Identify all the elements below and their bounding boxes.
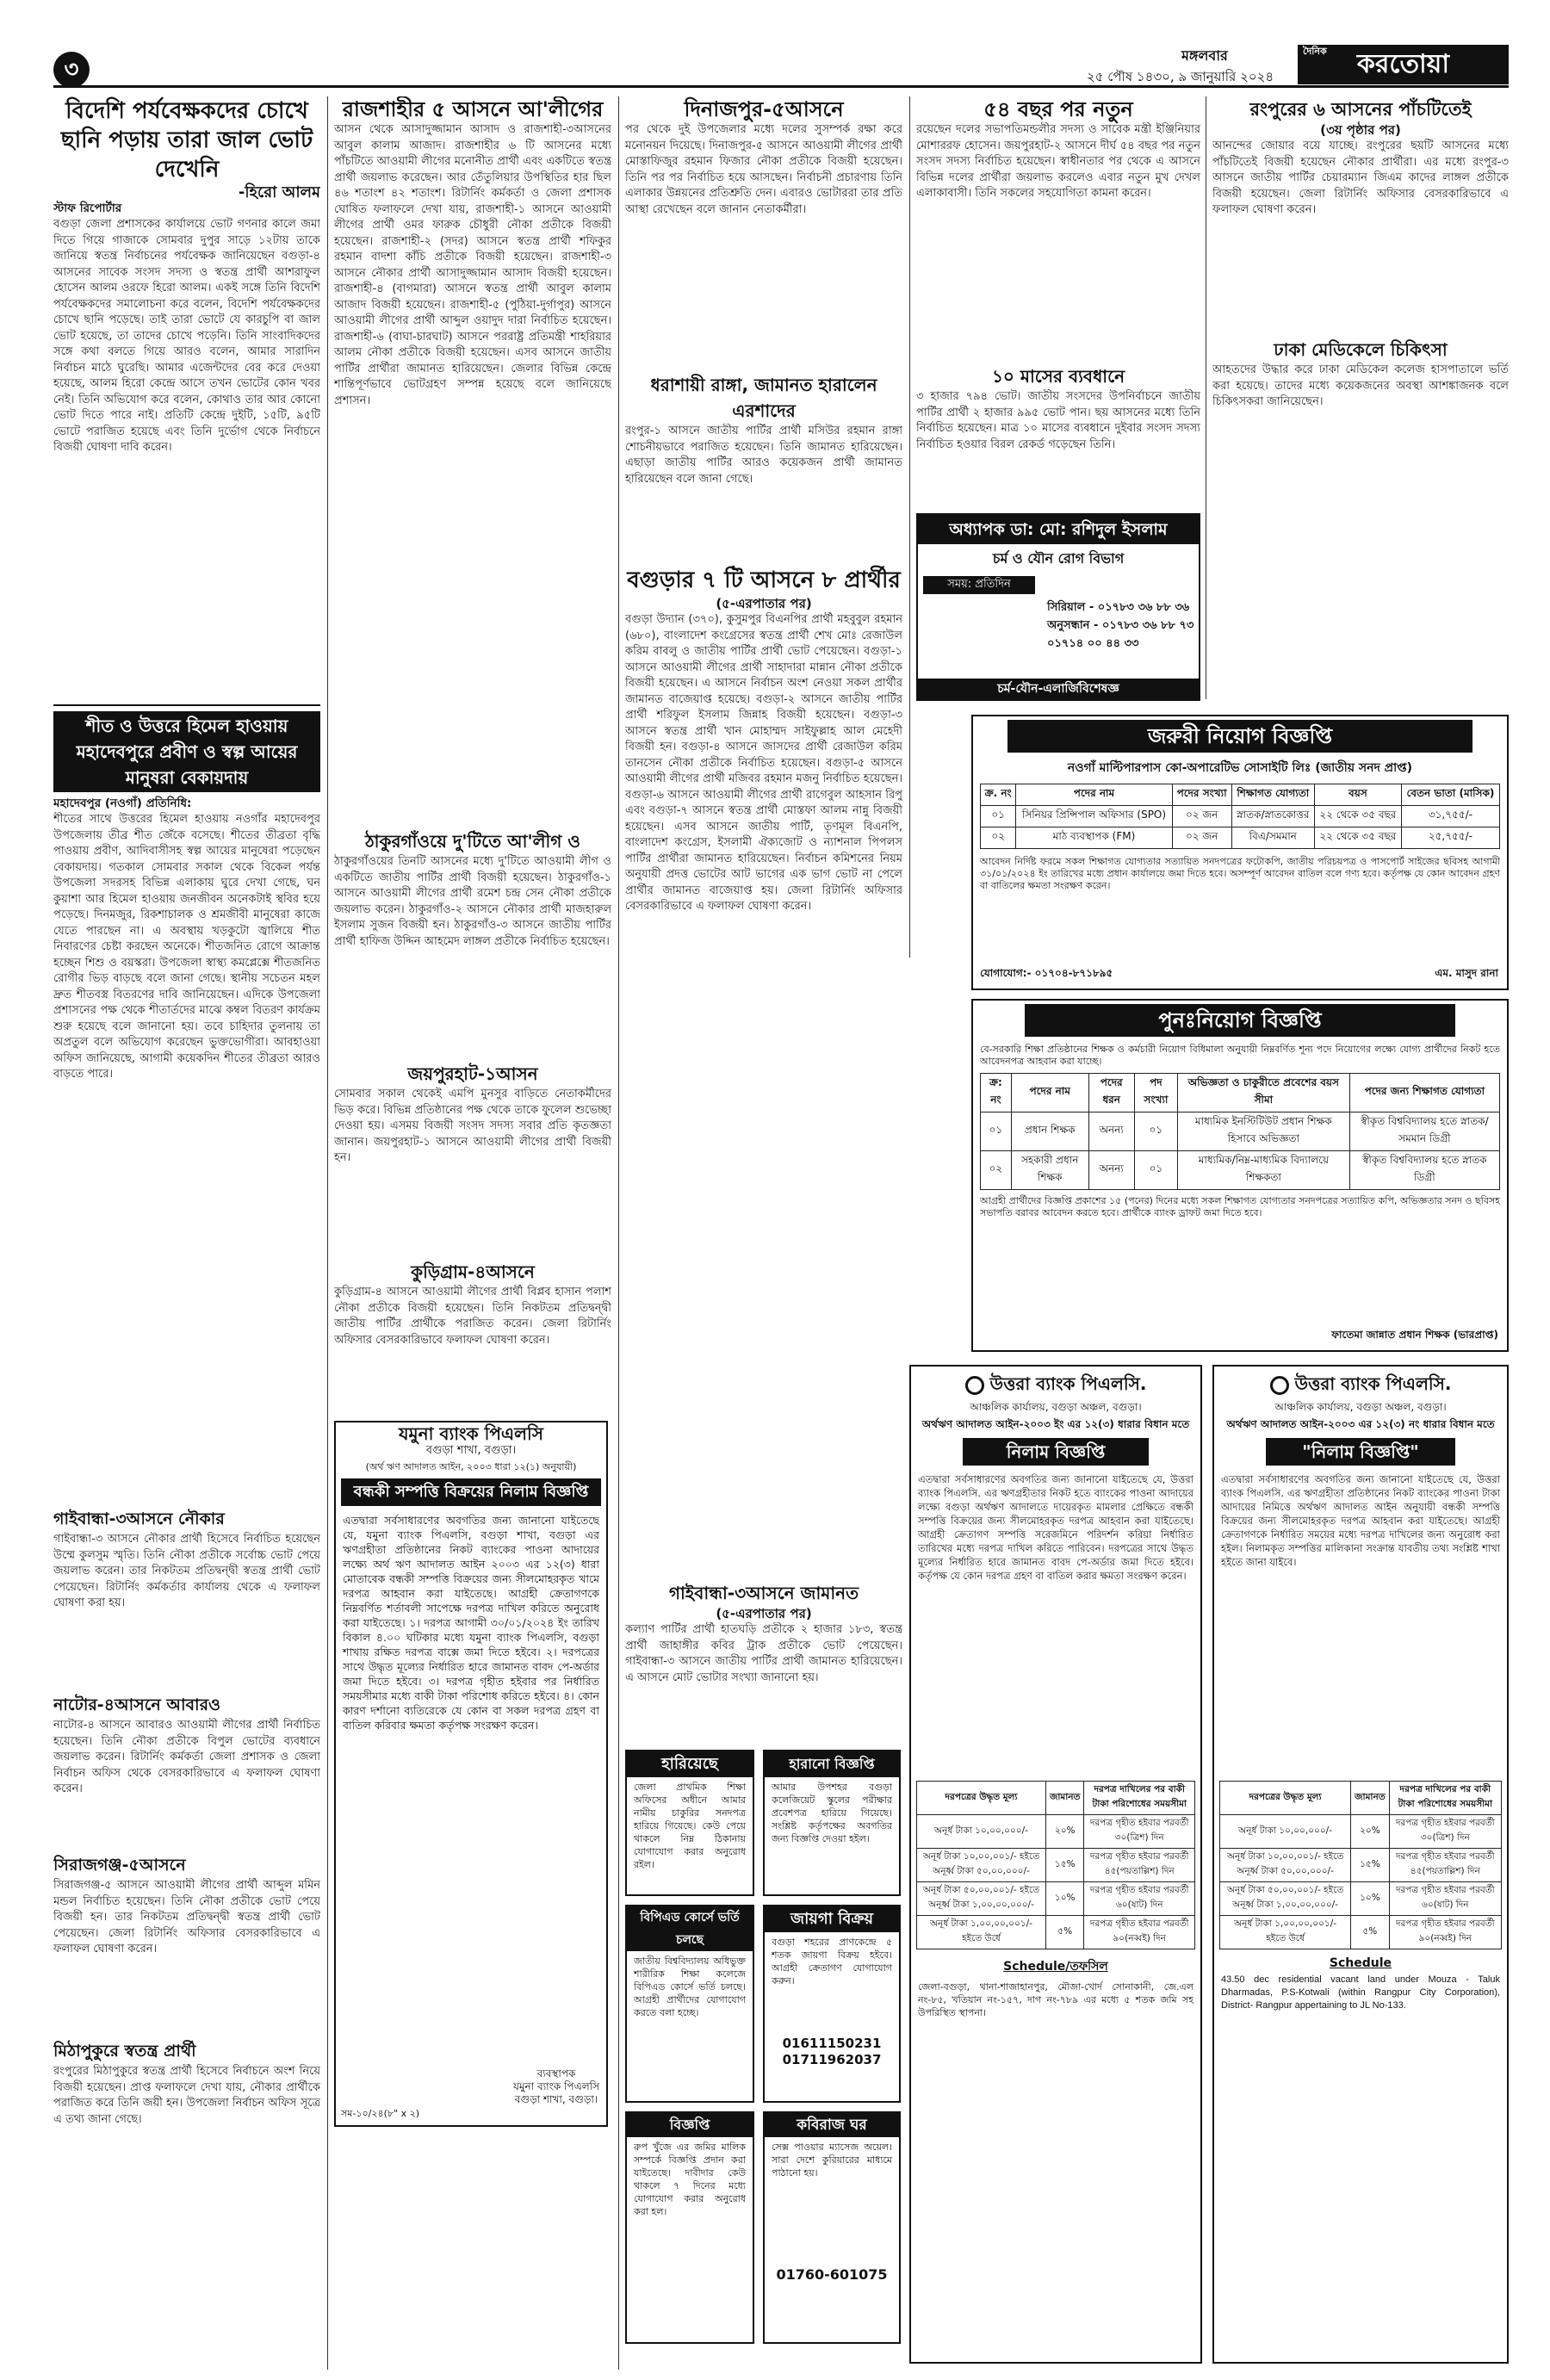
headline-gaibandha: গাইবান্ধা-৩আসনে নৌকার xyxy=(53,1509,225,1528)
masthead-day: মঙ্গলবার xyxy=(1181,47,1228,64)
recruitment-table xyxy=(980,784,1500,849)
lost-ad-title: হারিয়েছে xyxy=(627,1751,753,1777)
headline-dinajpur: দিনাজপুর-৫আসনে xyxy=(684,97,844,121)
reappointment-cell: অনন্য xyxy=(1088,1151,1134,1190)
doctor-specialty-bar: চর্ম-যৌন-এলার্জিবিশেষজ্ঞ xyxy=(918,679,1199,699)
uttara-1-law: অর্থঋণ আদালত আইন-২০০৩ ইং এর ১২(৩) ধারার বিধান মতে xyxy=(921,1418,1190,1430)
recruitment-cell: ২২ থেকে ৩৫ বছর xyxy=(1314,827,1401,849)
jamuna-signer-bank: যমুনা ব্যাংক পিএলসি xyxy=(512,2080,599,2092)
headline-rajshahi: রাজশাহীর ৫ আসনে আ'লীগের xyxy=(342,97,604,121)
article-body: কল্যাণ পার্টির প্রার্থী হাতঘড়ি প্রতীকে ২ হাজার ১৮৩, স্বতন্ত্র প্রার্থী জাহাঙ্গীর কবির ট্রাক প্রতীকে ভোট পেয়েছেন। গাইবান্ধা-৩ আসনে জাতীয় পার্টির প্রার্থী জামানত হারিয়েছেন। এ আসনে মোট ভোটার সংখ্যা জানানো হয়। xyxy=(625,1623,902,1684)
article-body: সোমবার সকাল থেকেই এমপি মুনসুর বাড়িতে নেতাকর্মীদের ভিড় করে। বিভিন্ন প্রতিষ্ঠানের পক্ষ থেকে তাকে ফুলেল শুভেচ্ছা দেওয়া হয়। এসময় বিজয়ী সংসদ সদস্য সবার প্রতি কৃতজ্ঞতা জানান। জয়পুরহাট-১ আসনে আওয়ামী লীগের প্রার্থী বিজয়ী হন। xyxy=(334,1088,611,1164)
recruitment-contact: যোগাযোগ:- ০১৭০৪-৮৭১৮৯৫ xyxy=(980,967,1113,979)
reappointment-cell: ০১ xyxy=(1134,1113,1177,1151)
notice-ad-title: বিজ্ঞপ্তি xyxy=(627,2113,753,2137)
schedule-cell: ৫% xyxy=(1045,1916,1083,1949)
reappointment-intro: বে-সরকারি শিক্ষা প্রতিষ্ঠানের শিক্ষক ও কর্মচারী নিয়োগ বিধিমালা অনুযায়ী নিম্নবর্ণিত শূন্য পদে নিয়োগের লক্ষ্যে যোগ্য প্রার্থীদের নিকট হতে আবেদনপত্র আহবান করা যাচ্ছে। xyxy=(980,1044,1500,1067)
article-body: পর থেকে দুই উপজেলার মধ্যে দলের সুসম্পর্ক রক্ষা করে মনোনয়ন দিয়েছে। দিনাজপুর-৫ আসনে আওয়ামী লীগের প্রার্থী মোস্তাফিজুর রহমান ফিজার নৌকা প্রতীকে বিজয়ী হয়েছেন। তিনি পর পর নির্বাচিত হয়ে আসছেন। নির্বাচনী প্রচারণায় তিনি এলাকার উন্নয়নের প্রতিশ্রুতি দেন। এবারও ভোটাররা তার প্রতি আস্থা রেখেছেন বলে জানান নেতাকর্মীরা। xyxy=(625,123,902,216)
article-body: নাটোর-৪ আসনে আবারও আওয়ামী লীগের প্রার্থী নির্বাচিত হয়েছেন। তিনি নৌকা প্রতীকে বিপুল ভোটের ব্যবধানে জয়লাভ করেন। রিটার্নিং কর্মকর্তা জেলা প্রশাসক ও জেলা নির্বাচন অফিস থেকে বেসরকারিভাবে এ ফলাফল ঘোষণা করেন। xyxy=(53,1719,320,1795)
kobiraj-phone: 01760-601075 xyxy=(776,2266,888,2283)
schedule-cell: দরপত্র গৃহীত হইবার পরবর্তী ৬০(ষাট) দিন xyxy=(1084,1882,1195,1916)
article-body: আনন্দের জোয়ার বয়ে যাচ্ছে। রংপুরের ছয়টি আসনের মধ্যে পাঁচটিতেই বিজয়ী হয়েছেন নৌকার প্রার্থীরা। এর মধ্যে রংপুর-৩ আসনে জাতীয় পার্টির চেয়ারম্যান জিএম কাদের লাঙ্গল প্রতীকে বিজয়ী হয়েছেন। জেলা রিটার্নিং অফিসার বেসরকারিভাবে এ ফলাফল ঘোষণা করেন। xyxy=(1212,139,1509,216)
schedule-header-cell: জামানত xyxy=(1351,1782,1389,1815)
lost-notice-title: হারানো বিজ্ঞপ্তি xyxy=(765,1751,899,1777)
schedule-table-2 xyxy=(1219,1781,1502,1949)
land-sale-phone-2: 01711962037 xyxy=(782,2052,882,2067)
reappointment-header-cell: পদের নাম xyxy=(1011,1074,1088,1113)
schedule-header-cell: জামানত xyxy=(1045,1782,1083,1815)
recruitment-header-cell: ক্র. নং xyxy=(981,784,1016,806)
subhead-hero-alam: -হিরো আলম xyxy=(238,183,320,201)
reappointment-header-cell: অভিজ্ঞতা ও চাকুরীতে প্রবেশের বয়স সীমা xyxy=(1177,1074,1349,1113)
jamuna-bank-branch: বগুড়া শাখা, বগুড়া। xyxy=(425,1444,517,1457)
article-body: কুড়িগ্রাম-৪ আসনে আওয়ামী লীগের প্রার্থী বিপ্লব হাসান পলাশ নৌকা প্রতীকে বিজয়ী হয়েছেন। তিনি নিকটতম প্রতিদ্বন্দ্বী জাতীয় পার্টির প্রার্থীকে পরাজিত করেন। জেলা রিটার্নিং অফিসার বেসরকারিভাবে ফলাফল ঘোষণা করেন। xyxy=(334,1286,611,1347)
column-3 xyxy=(625,96,902,2370)
doctor-department: চর্ম ও যৌন রোগ বিভাগ xyxy=(992,550,1125,567)
headline-winter: শীত ও উত্তরে হিমেল হাওয়ায় মহাদেবপুরে প্রবীণ ও স্বল্প আয়ের মানুষরা বেকায়দায় xyxy=(53,711,320,792)
uttara-bank-auction-ad-1 xyxy=(909,1365,1202,2364)
reappointment-table-wrap xyxy=(973,1071,1507,1192)
recruitment-row xyxy=(981,827,1500,849)
recruitment-table-wrap xyxy=(973,780,1507,852)
uttara-2-law: অর্থঋণ আদালত আইন-২০০৩ এর ১২(৩) নং ধারার বিধান মতে xyxy=(1226,1418,1495,1430)
headline-sirajganj: সিরাজগঞ্জ-৫আসনে xyxy=(53,1856,186,1875)
headline-54-years: ৫৪ বছর পর নতুন xyxy=(983,97,1133,121)
schedule-cell: অনূর্ধ টাকা ৫০,০০,০০১/- হইতে অনূর্ধ্ব টাকা ১,০০,০০,০০০/- xyxy=(917,1882,1046,1916)
recruitment-header-cell: শিক্ষাগত যোগ্যতা xyxy=(1231,784,1314,806)
uttara-1-body: এতদ্বারা সর্বসাধারণের অবগতির জন্য জানানো যাইতেছে যে, উত্তরা ব্যাংক পিএলসি. এর ঋণগ্রহীতার নিকট হতে ব্যাংকের পাওনা আদায়ের লক্ষ্যে বগুড়া অর্থঋণ আদালতে দায়েরকৃত মামলার প্রেক্ষিতে বন্ধকী সম্পত্তি বিক্রয়ের জন্য সীলমোহরকৃত দরপত্র আহবান করা যাইতেছে। আগ্রহী ক্রেতাগণ সম্পত্তি সরেজমিনে পরিদর্শন করিয়া নির্ধারিত তারিখের মধ্যে দরপত্র দাখিল করিতে পারিবেন। দরপত্রের সাথে উদ্ধৃত মূল্যের নির্ধারিত হারে জামানত বাবদ পে-অর্ডার জমা দিতে হইবে। কর্তৃপক্ষ যে কোন দরপত্র গ্রহণ বা বাতিল করার ক্ষমতা সংরক্ষণ করেন। xyxy=(918,1473,1194,1582)
lost-ad-body: জেলা প্রাথমিক শিক্ষা অফিসের অধীনে আমার নামীয় চাকুরির সনদপত্র হারিয়ে গিয়েছে। কেউ পেয়ে থাকলে নিম্ন ঠিকানায় যোগাযোগ করার অনুরোধ রইল। xyxy=(634,1782,746,1870)
uttara-2-body: এতদ্বারা সর্বসাধারণের অবগতির জন্য জানানো যাইতেছে যে, উত্তরা ব্যাংক পিএলসি. এর ঋণগ্রহীতা প্রতিষ্ঠানের নিকট ব্যাংকের পাওনা টাকা আদায়ের নিমিত্তে অর্থঋণ আদালত আইন অনুযায়ী বন্ধকী সম্পত্তি বিক্রয়ের জন্য সীলমোহরকৃত দরপত্র আহবান করা যাইতেছে। আগ্রহী ক্রেতাগণকে নির্ধারিত সময়ের মধ্যে দরপত্র দাখিলের জন্য অনুরোধ করা হইল। নিলামকৃত সম্পত্তির মালিকানা সংক্রান্ত যাবতীয় তথ্য সংশ্লিষ্ট শাখা হইতে জানা যাইবে। xyxy=(1221,1473,1500,1568)
headline-rangpur-six: রংপুরের ৬ আসনের পাঁচটিতেই xyxy=(1249,99,1472,120)
headline-bogura-seven: বগুড়ার ৭ টি আসনে ৮ প্রার্থীর xyxy=(627,567,901,593)
reappointment-table xyxy=(980,1073,1500,1190)
reappointment-conditions: আগ্রহী প্রার্থীদের বিজ্ঞপ্তি প্রকাশের ১৫ (পনের) দিনের মধ্যে সকল শিক্ষাগত যোগ্যতার সনদপত্রের সত্যায়িত কপি, অভিজ্ঞতার সনদ ও ছবিসহ সভাপতি বরাবর আবেদন করতে হবে। প্রার্থীকে ব্যাংক ড্রাফট জমা দিতে হবে। xyxy=(980,1195,1500,1218)
schedule-row xyxy=(917,1849,1195,1882)
column-rule xyxy=(327,96,328,2370)
schedule-cell: ২০% xyxy=(1045,1815,1083,1849)
reappointment-cell: স্বীকৃত বিশ্ববিদ্যালয় হতে স্নাতক ডিগ্রী xyxy=(1349,1151,1499,1190)
uttara-bank-auction-ad-2 xyxy=(1212,1365,1509,2364)
doctor-serial-3: ০১৭১৪ ০০ ৪৪ ৩৩ xyxy=(1047,637,1139,650)
uttara-2-office: আঞ্চলিক কার্যালয়, বগুড়া অঞ্চল, বগুড়া। xyxy=(1274,1401,1447,1413)
jamuna-auction-body: এতদ্বারা সর্বসাধারণের অবগতির জন্য জানানো যাইতেছে যে, যমুনা ব্যাংক পিএলসি, বগুড়া শাখা, বগুড়া এর ঋণগ্রহীতা প্রতিষ্ঠানের নিকট ব্যাংকের পাওনা আদায়ের লক্ষ্যে অর্থ ঋণ আদালত আইন ২০০৩ এর ১২(৩) ধারা মোতাবেক বন্ধকী সম্পত্তি বিক্রয়ের জন্য সীলমোহরকৃত খামে দরপত্র আহবান করা যাইতেছে। আগ্রহী ক্রেতাগণকে নিম্নবর্ণিত শর্তাবলী সাপেক্ষে দরপত্র দাখিল করিতে অনুরোধ করা যাইতেছে। ১। দরপত্র আগামী ৩০/০১/২০২৪ ইং তারিখ বিকাল ৪.০০ ঘটিকার মধ্যে যমুনা ব্যাংক পিএলসি, বগুড়া শাখায় রক্ষিত দরপত্র বাক্সে জমা দিতে হইবে। ২। দরপত্রের সাথে উদ্ধৃত মূল্যের নির্ধারিত হারে জামানত বাবদ পে-অর্ডার জমা দিতে হইবে। ৩। দরপত্র গৃহীত হইবার পর নির্ধারিত সময়সীমার মধ্যে বাকী টাকা পরিশোধ করিতে হইবে। ৪। কোন কারণ দর্শানো ব্যতিরেকে যে কোন বা সকল দরপত্র গ্রহণ বা বাতিল করিবার ক্ষমতা কর্তৃপক্ষ সংরক্ষণ করেন। xyxy=(343,1514,599,1732)
bped-course-title: বিপিএড কোর্সে ভর্তি চলছে xyxy=(627,1906,753,1951)
schedule-cell: ১৫% xyxy=(1045,1849,1083,1882)
reappointment-row xyxy=(981,1113,1500,1151)
jamuna-bank-law: (অর্থ ঋণ আদালত আইন, ২০০৩ ধারা ১২(১) অনুযায়ী) xyxy=(365,1461,577,1472)
uttara-2-schedule-body: 43.50 dec residential vacant land under Mouza - Taluk Dharmadas, P.S-Kotwali (within Rangpur City Corporation), District- Rangpur appertaining to JL No-133. xyxy=(1221,1974,1500,2011)
schedule-cell: দরপত্র গৃহীত হইবার পরবর্তী ৩০(ত্রিশ) দিন xyxy=(1084,1815,1195,1849)
article-body: রংপুর-১ আসনে জাতীয় পার্টির প্রার্থী মসিউর রহমান রাঙ্গা শোচনীয়ভাবে পরাজিত হয়েছেন। তিনি জামানত হারিয়েছেন। এছাড়া জাতীয় পার্টির আরও কয়েকজন প্রার্থী জামানত হারিয়েছেন বলে জানা গেছে। xyxy=(625,425,902,486)
uttara-1-title xyxy=(911,1367,1200,1400)
masthead-brand xyxy=(1298,45,1509,84)
doctor-time: সময়: প্রতিদিন xyxy=(923,576,1035,594)
uttara-1-schedule-title: Schedule/তফসিল xyxy=(1003,1960,1108,1974)
schedule-cell: ১০% xyxy=(1351,1882,1389,1916)
schedule-table-body xyxy=(1220,1815,1502,1949)
land-sale-phone-1: 01611150231 xyxy=(782,2036,882,2051)
schedule-table-header xyxy=(1220,1782,1502,1815)
recruitment-cell: ০২ জন xyxy=(1172,806,1231,827)
recruitment-conditions: আবেদন নির্দিষ্ট ফরমে সকল শিক্ষাগত যোগ্যতার সত্যায়িত সনদপত্রের ফটোকপি, জাতীয় পরিচয়পত্র ও পাসপোর্ট সাইজের ছবিসহ আগামী ৩১/০১/২০২৪ ইং তারিখের মধ্যে প্রধান কার্যালয়ে জমা দিতে হবে। অসম্পূর্ণ আবেদন বাতিল বলে গণ্য হবে। কর্তৃপক্ষ যে কোন আবেদন গ্রহণ বা বাতিলের ক্ষমতা সংরক্ষণ করেন। xyxy=(980,856,1500,891)
uttara-1-office: আঞ্চলিক কার্যালয়, বগুড়া অঞ্চল, বগুড়া। xyxy=(970,1401,1142,1413)
article-body: গাইবান্ধা-৩ আসনে নৌকার প্রার্থী হিসেবে নির্বাচিত হয়েছেন উম্মে কুলসুম স্মৃতি। তিনি নৌকা প্রতীকে সর্বোচ্চ ভোট পেয়ে জয়লাভ করেন। তার নিকটতম প্রতিদ্বন্দ্বী স্বতন্ত্র প্রার্থী ভোট পেয়েছেন। রিটার্নিং কর্মকর্তার কার্যালয় থেকে এ ফলাফল ঘোষণা করা হয়। xyxy=(53,1533,320,1609)
uttara-bank-logo-icon xyxy=(1270,1376,1289,1395)
recruitment-cell: ২৫,৭৫৫/- xyxy=(1401,827,1499,849)
recruitment-table-body xyxy=(981,806,1500,849)
schedule-cell: দরপত্র গৃহীত হইবার পরবর্তী ৬০(ষাট) দিন xyxy=(1389,1882,1501,1916)
schedule-header-cell: দরপত্র দাখিলের পর বাকী টাকা পরিশোধের সময়সীমা xyxy=(1389,1782,1501,1815)
reappointment-table-header xyxy=(981,1074,1500,1113)
recruitment-cell: সিনিয়র প্রিন্সিপাল অফিসার (SPO) xyxy=(1016,806,1172,827)
recruitment-cell: ০২ xyxy=(981,827,1016,849)
reappointment-header-cell: পদের ধরন xyxy=(1088,1074,1134,1113)
masthead-brand-small: দৈনিক xyxy=(1303,46,1327,57)
schedule-row xyxy=(1220,1916,1502,1949)
recruitment-cell: স্নাতক/স্নাতকোত্তর xyxy=(1231,806,1314,827)
jamuna-signer-title: ব্যবস্থাপক xyxy=(536,2067,576,2079)
article-body: বগুড়া জেলা প্রশাসকের কার্যালয়ে ভোট গণনার কালে জমা দিতে গিয়ে গাজাকে সোমবার দুপুর সাড়ে ১২টায় তাকে জানিয়ে স্বতন্ত্র নির্বাচনের পর্যবেক্ষক জানিয়েছেন বগুড়া-৪ আসনের সাবেক সংসদ সদস্য ও স্বতন্ত্র প্রার্থী আশরাফুল হোসেন আলম ওরফে হিরো আলম। একই সঙ্গে তিনি বিদেশি পর্যবেক্ষকদের সমালোচনা করে বলেন, বিদেশি পর্যবেক্ষকদের চোখে ছানি পড়েছে। তাই তারা ভোটে যে কারচুপি বা জাল ভোট হয়েছে, তা তাদের চোখে পড়েনি। তিনি সাংবাদিকদের সঙ্গে কথা বলতে গিয়ে আরও বলেন, আমার সারাদিন নির্বাচন মাঠে ঘুরেছি। আমার এজেন্টদের বের করে দেওয়া হয়েছে, আলম হিরো কেন্দ্রে আসে তখন ভোটের কোন খবর নেই। তিনি অভিযোগ করে বলেন, কোথাও তার আর কোনো ভোট দিতে পারে নাই। প্রতিটি কেন্দ্রে দুইটি, ১৫টি, ৯৫টি ভোটে পরাজিত হয়েছে এবং তিনি দুর্ভোগ থেকে নির্বাচনে বিজয়ী ঘোষণা দাবি করেন। xyxy=(53,218,320,454)
article-body: সিরাজগঞ্জ-৫ আসনে আওয়ামী লীগের প্রার্থী আব্দুল মমিন মন্ডল নির্বাচিত হয়েছেন। তিনি নৌকা প্রতীকে ভোট পেয়ে বিজয়ী হন। তার নিকটতম প্রতিদ্বন্দ্বী স্বতন্ত্র প্রার্থী ভোট পেয়েছেন। জেলা রিটার্নিং অফিসার বেসরকারিভাবে এ ফলাফল ঘোষণা করেন। xyxy=(53,1879,320,1955)
recruitment-header-cell: বেতন ভাতা (মাসিক) xyxy=(1401,784,1499,806)
headline-hero-alam: বিদেশি পর্যবেক্ষকদের চোখে ছানি পড়ায় তারা জাল ভোট দেখেনি xyxy=(60,98,313,183)
column-5 xyxy=(1212,96,1509,475)
continued-label: (৫-এরপাতার পর) xyxy=(716,1606,812,1621)
uttara-2-title xyxy=(1214,1367,1507,1400)
recruitment-cell: ০১ xyxy=(981,806,1016,827)
recruitment-cell: বিএ/সমমান xyxy=(1231,827,1314,849)
schedule-header-cell: দরপত্রের উদ্ধৃত মূল্য xyxy=(1220,1782,1351,1815)
jamuna-signer-branch: বগুড়া শাখা, বগুড়া। xyxy=(514,2093,598,2105)
schedule-cell: অনূর্ধ টাকা ১০,০০,০০০/- xyxy=(917,1815,1046,1849)
lost-ad xyxy=(625,1750,754,1896)
notice-ad-body: রুপ খুঁজে এর জমির মালিক সম্পর্কে বিজ্ঞপ্তি প্রদান করা যাইতেছে। দাবীদার কেউ থাকলে ৭ দিনের মধ্যে যোগাযোগ করার অনুরোধ করা হল। xyxy=(634,2141,746,2217)
reappointment-table-body xyxy=(981,1113,1500,1190)
recruitment-cell: ২২ থেকে ৩৫ বছর xyxy=(1314,806,1401,827)
article-body: রংপুরের মিঠাপুকুরে স্বতন্ত্র প্রার্থী হিসেবে নির্বাচনে অংশ নিয়ে বিজয়ী হয়েছেন। প্রাপ্ত ফলাফলে দেখা যায়, নৌকার প্রার্থীকে পরাজিত করে তিনি জয়ী হন। উপজেলা নির্বাচন অফিস সূত্রে এ তথ্য জানা গেছে। xyxy=(53,2065,320,2126)
article-body: আসন থেকে আসাদুজ্জামান আসাদ ও রাজশাহী-৩আসনের আবুল কালাম আজাদ। রাজশাহীর ৬ টি আসনের মধ্যে পাঁচটিতে আওয়ামী লীগের মনোনীত প্রার্থী এবং একটিতে স্বতন্ত্র প্রার্থী জয়লাভ করেছেন। আর তেঁতুলিয়ার উপস্থিতির হার ছিল ৪৬ শতাংশ ৪২ শতাংশ। রিটার্নিং কর্মকর্তা ও জেলা প্রশাসক ঘোষিত ফলাফলে দেখা যায়, রাজশাহী-১ আসনে আওয়ামী লীগের প্রার্থী ওমর ফারুক চৌধুরী নৌকা প্রতীকে বিজয়ী হয়েছেন। রাজশাহী-২ (সদর) আসনে স্বতন্ত্র প্রার্থী শফিকুর রহমান বাদশা কাঁচি প্রতীকে বিজয়ী হয়েছেন। রাজশাহী-৩ আসনে নৌকার প্রার্থী আসাদুজ্জামান আসাদ বিজয়ী হয়েছেন। রাজশাহী-৪ (বাগমারা) আসনে স্বতন্ত্র প্রার্থী আবুল কালাম আজাদ বিজয়ী হয়েছেন। রাজশাহী-৫ (পুঠিয়া-দুর্গাপুর) আসনে আওয়ামী লীগের প্রার্থী আব্দুল ওয়াদুদ দারা নির্বাচিত হয়েছেন। রাজশাহী-৬ (বাঘা-চারঘাট) আসনে পররাষ্ট্র প্রতিমন্ত্রী শাহরিয়ার আলম নৌকা প্রতীকে বিজয়ী হয়েছেন। এসব আসনে জাতীয় পার্টির প্রার্থীরা জামানত হারিয়েছেন। জেলার বিভিন্ন কেন্দ্রে শান্তিপূর্ণভাবে ভোটগ্রহণ সম্পন্ন হয়েছে বলে জানিয়েছে প্রশাসন। xyxy=(334,123,611,407)
uttara-2-title-text: উত্তরা ব্যাংক পিএলসি. xyxy=(1294,1373,1452,1394)
schedule-cell: অনূর্ধ টাকা ১০,০০,০০১/- হইতে অনূর্ধ্ব টাকা ৫০,০০,০০০/- xyxy=(917,1849,1046,1882)
recruitment-signer: এম. মাসুদ রানা xyxy=(1435,967,1498,979)
column-2 xyxy=(334,96,611,2370)
uttara-1-title-text: উত্তরা ব্যাংক পিএলসি. xyxy=(989,1373,1147,1394)
uttara-bank-logo-icon xyxy=(965,1376,984,1395)
headline-kurigram: কুড়িগ্রাম-৪আসনে xyxy=(411,1261,535,1282)
schedule-cell: ১৫% xyxy=(1351,1849,1389,1882)
recruitment-cell: মাঠ ব্যবস্থাপক (FM) xyxy=(1016,827,1172,849)
schedule-row xyxy=(1220,1849,1502,1882)
reappointment-cell: স্বীকৃত বিশ্ববিদ্যালয় হতে স্নাতক/সমমান ডিগ্রী xyxy=(1349,1113,1499,1151)
schedule-cell: ৫% xyxy=(1351,1916,1389,1949)
jamuna-bank-title: যমুনা ব্যাংক পিএলসি xyxy=(399,1423,543,1444)
schedule-table-1 xyxy=(916,1781,1195,1949)
reappointment-notice xyxy=(971,999,1509,1352)
schedule-row xyxy=(917,1815,1195,1849)
headline-mithapukur: মিঠাপুকুরে স্বতন্ত্র প্রার্থী xyxy=(53,2042,196,2061)
reappointment-cell: সহকারী প্রধান শিক্ষক xyxy=(1011,1151,1088,1190)
uttara-2-schedule-title: Schedule xyxy=(1329,1956,1392,1970)
continued-label: (৫-এরপাতার পর) xyxy=(716,596,812,611)
reappointment-cell: ০২ xyxy=(981,1151,1012,1190)
doctor-name: অধ্যাপক ডা: মো: রশিদুল ইসলাম xyxy=(918,515,1199,544)
bped-course-body: জাতীয় বিশ্ববিদ্যালয় অধিভুক্ত শারীরিক শিক্ষা কলেজে বিপিএড কোর্সে ভর্তি চলছে। আগ্রহী প্রার্থীদের যোগাযোগ করতে বলা হচ্ছে। xyxy=(634,1955,746,2018)
headline-gaibandha-deposit: গাইবান্ধা-৩আসনে জামানত xyxy=(668,1583,859,1603)
reappointment-header-cell: পদ সংখ্যা xyxy=(1134,1074,1177,1113)
jamuna-bank-auction-ad xyxy=(334,1421,608,2127)
jamuna-auction-title: বন্ধকী সম্পত্তি বিক্রয়ের নিলাম বিজ্ঞপ্তি xyxy=(341,1478,601,1506)
schedule-row xyxy=(1220,1882,1502,1916)
column-rule xyxy=(618,96,619,2370)
headline-ranga: ধরাশায়ী রাঙ্গা, জামানত হারালেন এরশাদের xyxy=(650,375,877,421)
kobiraj-body: সেক্স পাওয়ার ম্যাসেজ অয়েল। সারা দেশে কুরিয়ারের মাধ্যমে পাঠানো হয়। xyxy=(772,2141,892,2179)
article-body: ৩ হাজার ৭৯৪ ভোট। জাতীয় সংসদের উপনির্বাচনে জাতীয় পার্টির প্রার্থী ২ হাজার ৯৯৫ ভোট পান। ছয় আসনের মধ্যে তিনি নির্বাচিত হয়েছেন। মাত্র ১০ মাসের ব্যবধানে দুইবার সংসদ সদস্য নির্বাচিত হওয়ার বিরল রেকর্ড গড়েছেন তিনি। xyxy=(916,390,1200,451)
schedule-cell: দরপত্র গৃহীত হইবার পরবর্তী ৯০(নব্বই) দিন xyxy=(1084,1916,1195,1949)
reappointment-header-cell: পদের জন্য শিক্ষাগত যোগ্যতা xyxy=(1349,1074,1499,1113)
recruitment-cell: ৩১,৭৫৫/- xyxy=(1401,806,1499,827)
headline-natore: নাটোর-৪আসনে আবারও xyxy=(53,1695,220,1714)
recruitment-header-cell: পদের নাম xyxy=(1016,784,1172,806)
article-body: রয়েছেন দলের সভাপতিমন্ডলীর সদস্য ও সাবেক মন্ত্রী ইঞ্জিনিয়ার মোশাররফ হোসেন। জয়পুরহাট-২ আসনে দীর্ঘ ৫৪ বছর পর নতুন সংসদ সদস্য নির্বাচিত হয়েছেন। স্বাধীনতার পর থেকে এ আসনে বিভিন্ন দলের প্রার্থীরা জয়লাভ করলেও এবার নতুন মুখ দেখল এলাকাবাসী। তিনি সকলের সহযোগিতা কামনা করেন। xyxy=(916,123,1200,200)
schedule-cell: অনূর্ধ টাকা ১,০০,০০,০০১/- হইতে উর্ধে xyxy=(1220,1916,1351,1949)
headline-thakurgaon: ঠাকুরগাঁওয়ে দু'টিতে আ'লীগ ও xyxy=(364,831,580,852)
lost-notice-ad xyxy=(763,1750,901,1896)
continued-label: (৩য় পৃষ্ঠার পর) xyxy=(1320,122,1401,138)
notice-ad xyxy=(625,2111,754,2344)
article-body: শীতের সাথে উত্তরের হিমেল হাওয়ায় নওগাঁর মহাদেবপুর উপজেলায় তীব্র শীত জেঁকে বসেছে। শীতের তীব্রতা বৃদ্ধি পাওয়ায় প্রবীণ, আদিবাসীসহ স্বল্প আয়ের মানুষেরা পড়েছেন বেকায়দায়। গতকাল সোমবার সকাল থেকে বিকেল পর্যন্ত উপজেলা সদরসহ বিভিন্ন এলাকায় ঘুরে দেখা গেছে, ঘন কুয়াশা আর হিমেল হাওয়ায় জনজীবন অনেকটাই স্থবির হয়ে পড়েছে। দিনমজুর, রিকশাচালক ও শ্রমজীবী মানুষেরা কাজে যেতে পারছেন না। এ অবস্থায় খড়কুটো জ্বালিয়ে শীত নিবারণের চেষ্টা করছেন অনেকে। শীতজনিত রোগে আক্রান্ত হচ্ছেন শিশু ও বয়স্করা। উপজেলা স্বাস্থ্য কমপ্লেক্সে শীতজনিত রোগীর ভিড় বাড়ছে বলে জানা গেছে। স্থানীয় সচেতন মহল দ্রুত শীতবস্ত্র বিতরণের দাবি জানিয়েছেন। এদিকে উপজেলা প্রশাসনের পক্ষ থেকে শীতার্তদের মাঝে কম্বল বিতরণ কার্যক্রম শুরু হয়েছে বলে জানানো হয়। তবে চাহিদার তুলনায় তা অপ্রতুল বলে অভিযোগ করেছেন ভুক্তভোগীরা। আবহাওয়া অফিস জানিয়েছে, আগামী কয়েকদিন শীতের তীব্রতা আরও বাড়তে পারে। xyxy=(53,813,320,1081)
reappointment-cell: মাধ্যমিক/নিম্ন-মাধ্যমিক বিদ্যালয়ে শিক্ষকতা xyxy=(1177,1151,1349,1190)
reappointment-cell: অনন্য xyxy=(1088,1113,1134,1151)
kobiraj-title: কবিরাজ ঘর xyxy=(765,2113,899,2137)
reappointment-signer: ফাতেমা জান্নাত প্রধান শিক্ষক (ভারপ্রাপ্ত) xyxy=(1331,1329,1498,1341)
page-number-logo-icon: ৩ xyxy=(53,52,90,88)
reappointment-title: পুনঃনিয়োগ বিজ্ঞপ্তি xyxy=(1025,1004,1455,1037)
schedule-row xyxy=(1220,1815,1502,1849)
doctor-serial-1: সিরিয়াল - ০১৭৮৩ ৩৬ ৮৮ ৩৬ xyxy=(1047,601,1190,614)
kobiraj-ad xyxy=(763,2111,901,2344)
schedule-cell: দরপত্র গৃহীত হইবার পরবর্তী ৪৫(পয়তাল্লিশ) দিন xyxy=(1084,1849,1195,1882)
schedule-table-header xyxy=(917,1782,1195,1815)
uttara-2-notice: "নিলাম বিজ্ঞপ্তি" xyxy=(1266,1438,1455,1466)
article-body: আহতদের উদ্ধার করে ঢাকা মেডিকেল কলেজ হাসপাতালে ভর্তি করা হয়েছে। তাদের মধ্যে কয়েকজনের অবস্থা আশঙ্কাজনক বলে চিকিৎসকরা জানিয়েছেন। xyxy=(1212,363,1509,408)
column-rule xyxy=(909,96,910,958)
doctor-serial-2: অনুসন্ধান - ০১৭৮৩ ৩৬ ৮৮ ৭৩ xyxy=(1047,619,1194,632)
masthead xyxy=(53,45,1509,88)
article-body: বগুড়া উদ্যান (৩৭০), কুসুমপুর বিএনপির প্রার্থী মহবুবুল রহমান (৬৮০), বাংলাদেশ কংগ্রেসের স্বতন্ত্র প্রার্থী শেখ মোঃ রেজাউল করিম বাবলু ও জাতীয় পার্টির প্রার্থী ভোট পেয়েছেন। বগুড়া-১ আসনে আওয়ামী লীগের প্রার্থী সাহাদারা মান্নান নৌকা প্রতীকে বিজয়ী হয়েছেন। এ আসনে নির্বাচন অংশ নেওয়া সকল প্রার্থীর জামানত বাজেয়াপ্ত হয়েছে। বগুড়া-২ আসনে জাতীয় পার্টির প্রার্থী শরিফুল ইসলাম জিন্নাহ বিজয়ী হয়েছেন। বগুড়া-৩ আসনে স্বতন্ত্র প্রার্থী খান মোহাম্মদ সাইফুল্লাহ আল মেহেদী বিজয়ী হন। বগুড়া-৪ আসনে জাসদের প্রার্থী রেজাউল করিম তানসেন নৌকা প্রতীকে নির্বাচিত হয়েছেন। বগুড়া-৫ আসনে আওয়ামী লীগের প্রার্থী মজিবর রহমান মজনু নির্বাচিত হয়েছেন। বগুড়া-৬ আসনে আওয়ামী লীগের প্রার্থী রাগেবুল আহসান রিপু এবং বগুড়া-৭ আসনে স্বতন্ত্র প্রার্থী মোস্তফা আলম নান্নু বিজয়ী হয়েছেন। এসব আসনে জাতীয় পার্টি, তৃণমূল বিএনপি, বাংলাদেশ কংগ্রেস, ইসলামী ঐক্যজোট ও ন্যাশনাল পিপলস পার্টির প্রার্থীরা জামানত হারিয়েছেন। নির্বাচন কমিশনের নিয়ম অনুযায়ী প্রদত্ত ভোটের আট ভাগের এক ভাগ ভোট না পেলে প্রার্থীর জামানত বাজেয়াপ্ত হয়। জেলা রিটার্নিং অফিসার বেসরকারিভাবে এ ফলাফল ঘোষণা করেন। xyxy=(625,613,902,913)
recruitment-header-cell: বয়স xyxy=(1314,784,1401,806)
schedule-cell: দরপত্র গৃহীত হইবার পরবর্তী ৪৫(পয়তাল্লিশ) দিন xyxy=(1389,1849,1501,1882)
recruitment-org: নওগাঁ মাল্টিপারপাস কো-অপারেটিভ সোসাইটি লিঃ (জাতীয় সনদ প্রাপ্ত) xyxy=(1067,761,1413,775)
section-divider xyxy=(53,704,320,706)
column-1 xyxy=(53,96,320,2370)
jamuna-signature xyxy=(513,2067,599,2106)
recruitment-row xyxy=(981,806,1500,827)
reappointment-cell: ০১ xyxy=(1134,1151,1177,1190)
article-body: ঠাকুরগাঁওয়ের তিনটি আসনের মধ্যে দু'টিতে আওয়ামী লীগ ও একটিতে জাতীয় পার্টির প্রার্থী বিজয়ী হয়েছেন। ঠাকুরগাঁও-১ আসনে আওয়ামী লীগের প্রার্থী রমেশ চন্দ্র সেন নৌকা প্রতীকে জয়লাভ করেন। ঠাকুরগাঁও-২ আসনে নৌকার প্রার্থী মাজহারুল ইসলাম সুজন বিজয়ী হন। ঠাকুরগাঁও-৩ আসনে জাতীয় পার্টির প্রার্থী হাফিজ উদ্দিন আহমেদ লাঙ্গল প্রতীকে নির্বাচিত হয়েছেন। xyxy=(334,855,611,948)
schedule-table-1-wrap xyxy=(911,1779,1200,1951)
reappointment-cell: প্রধান শিক্ষক xyxy=(1011,1113,1088,1151)
schedule-cell: ২০% xyxy=(1351,1815,1389,1849)
reappointment-header-cell: ক্র: নং xyxy=(981,1074,1012,1113)
schedule-cell: অনূর্ধ টাকা ১,০০,০০,০০১/- হইতে উর্ধে xyxy=(917,1916,1046,1949)
schedule-cell: ১০% xyxy=(1045,1882,1083,1916)
schedule-table-body xyxy=(917,1815,1195,1949)
bped-course-ad xyxy=(625,1905,754,2103)
byline-staff: স্টাফ রিপোর্টার xyxy=(53,201,122,215)
reappointment-row xyxy=(981,1151,1500,1190)
schedule-row xyxy=(917,1916,1195,1949)
doctor-ad xyxy=(916,513,1200,701)
recruitment-header-cell: পদের সংখ্যা xyxy=(1172,784,1231,806)
masthead-brand-name: করতোয়া xyxy=(1356,49,1450,79)
masthead-date: ২৫ পৌষ ১৪৩০, ৯ জানুয়ারি ২০২৪ xyxy=(1087,69,1274,84)
recruitment-title: জরুরী নিয়োগ বিজ্ঞপ্তি xyxy=(1008,720,1472,753)
headline-joypurhat: জয়পুরহাট-১আসন xyxy=(407,1063,538,1084)
reappointment-cell: ০১ xyxy=(981,1113,1012,1151)
schedule-cell: দরপত্র গৃহীত হইবার পরবর্তী ৩০(ত্রিশ) দিন xyxy=(1389,1815,1501,1849)
headline-dhaka-medical: ঢাকা মেডিকেলে চিকিৎসা xyxy=(1274,339,1448,360)
classified-ads-grid xyxy=(625,1750,902,2352)
schedule-header-cell: দরপত্রের উদ্ধৃত মূল্য xyxy=(917,1782,1046,1815)
recruitment-cell: ০২ জন xyxy=(1172,827,1231,849)
byline-mohadevpur: মহাদেবপুর (নওগাঁ) প্রতিনিধি: xyxy=(53,796,192,810)
land-sale-title: জায়গা বিক্রয় xyxy=(765,1906,899,1932)
schedule-cell: অনূর্ধ টাকা ৫০,০০,০০১/- হইতে অনূর্ধ্ব টাকা ১,০০,০০,০০০/- xyxy=(1220,1882,1351,1916)
schedule-row xyxy=(917,1882,1195,1916)
uttara-1-notice: নিলাম বিজ্ঞপ্তি xyxy=(963,1438,1149,1466)
uttara-1-schedule-body: জেলা-বগুড়া, থানা-শাজাহানপুর, মৌজা-খোর্দ সোনাকানী, জে.এল নং-৮৫, খতিয়ান নং-১৫৭, দাগ নং-৭৮৯ এর মধ্যে ৫ শতক জমি সহ উপরিস্থিত স্থাপনা। xyxy=(918,1981,1194,2018)
land-sale-ad xyxy=(763,1905,901,2103)
schedule-cell: অনূর্ধ টাকা ১০,০০,০০১/- হইতে অনূর্ধ্ব টাকা ৫০,০০,০০০/- xyxy=(1220,1849,1351,1882)
schedule-cell: অনূর্ধ টাকা ১০,০০,০০০/- xyxy=(1220,1815,1351,1849)
reappointment-cell: মাধ্যমিক ইনস্টিটিউট প্রধান শিক্ষক হিসাবে অভিজ্ঞতা xyxy=(1177,1113,1349,1151)
lost-notice-body: আমার উপশহর বগুড়া কলেজিয়েট স্কুলের পরীক্ষার প্রবেশপত্র হারিয়ে গিয়েছে। সংশ্লিষ্ট কর্তৃপক্ষের অবগতির জন্য বিজ্ঞপ্তি দেওয়া হইল। xyxy=(772,1782,892,1844)
schedule-cell: দরপত্র গৃহীত হইবার পরবর্তী ৯০(নব্বই) দিন xyxy=(1389,1916,1501,1949)
schedule-header-cell: দরপত্র দাখিলের পর বাকী টাকা পরিশোধের সময়সীমা xyxy=(1084,1782,1195,1815)
land-sale-body: বগুড়া শহরের প্রাণকেন্দ্রে ৫ শতক জায়গা বিক্রয় হইবে। আগ্রহী ক্রেতাগণ যোগাযোগ করুন। xyxy=(772,1937,892,1986)
ad-code: সম-১০/২৪(৮" x ২) xyxy=(341,2108,420,2119)
recruitment-notice xyxy=(971,715,1509,990)
schedule-table-2-wrap xyxy=(1214,1779,1507,1951)
headline-10-months: ১০ মাসের ব্যবধানে xyxy=(991,366,1125,387)
recruitment-table-header xyxy=(981,784,1500,806)
